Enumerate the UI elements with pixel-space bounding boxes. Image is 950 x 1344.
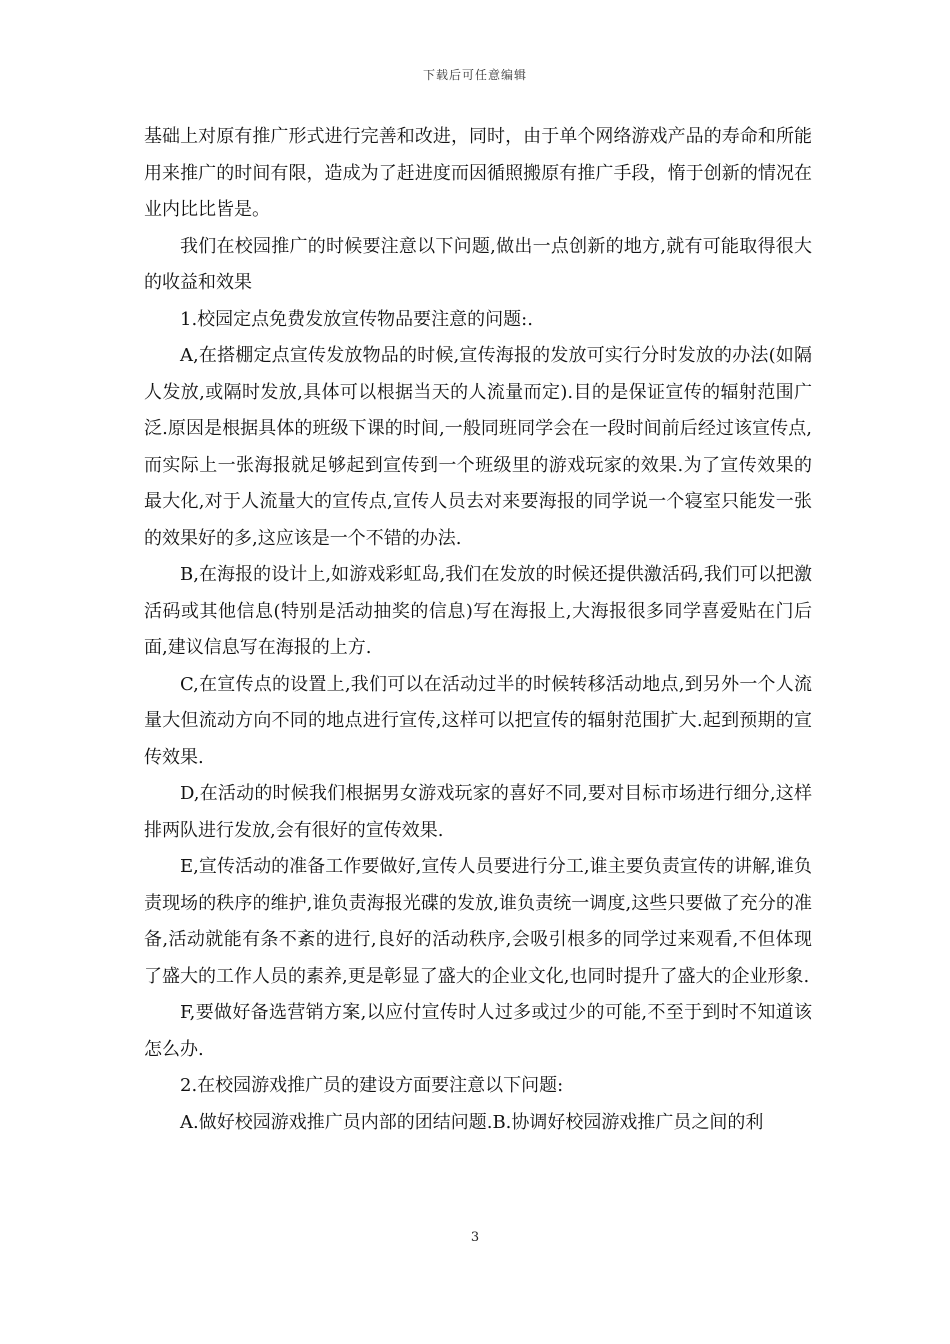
document-body bbox=[144, 119, 812, 1141]
paragraph-item-d: D,在活动的时候我们根据男女游戏玩家的喜好不同,要对目标市场进行细分,这样排两队进行发放,会有很好的宣传效果. bbox=[144, 783, 812, 841]
section-heading-2: 2.在校园游戏推广员的建设方面要注意以下问题: bbox=[180, 1075, 564, 1096]
section-heading-1: 1.校园定点免费发放宣传物品要注意的问题:. bbox=[180, 308, 533, 330]
paragraph-intro: 我们在校园推广的时候要注意以下问题,做出一点创新的地方,就有可能取得很大的收益和效果 bbox=[144, 235, 812, 293]
paragraph-item-c: C,在宣传点的设置上,我们可以在活动过半的时候转移活动地点,到另外一个人流量大但流动方向不同的地点进行宣传,这样可以把宣传的辐射范围扩大.起到预期的宣传效果. bbox=[144, 673, 812, 768]
page-number: 3 bbox=[470, 1230, 480, 1245]
paragraph-item-b: B,在海报的设计上,如游戏彩虹岛,我们在发放的时候还提供激活码,我们可以把激活码或其他信息(特别是活动抽奖的信息)写在海报上,大海报很多同学喜爱贴在门后面,建议信息写在海报的上方. bbox=[144, 564, 812, 658]
paragraph-continued: 基础上对原有推广形式进行完善和改进，同时，由于单个网络游戏产品的寿命和所能用来推广的时间有限，造成为了赶进度而因循照搬原有推广手段，惰于创新的情况在业内比比皆是。 bbox=[144, 126, 812, 220]
paragraph-item-2a: A.做好校园游戏推广员内部的团结问题.B.协调好校园游戏推广员之间的利 bbox=[180, 1111, 764, 1133]
paragraph-item-f: F,要做好备选营销方案,以应付宣传时人过多或过少的可能,不至于到时不知道该怎么办. bbox=[144, 1002, 812, 1060]
paragraph-item-e: E,宣传活动的准备工作要做好,宣传人员要进行分工,谁主要负责宣传的讲解,谁负责现场的秩序的维护,谁负责海报光碟的发放,谁负责统一调度,这些只要做了充分的准备,活动就能有条不紊的进行,良好的活动秩序,会吸引根多的同学过来观看,不但体现了盛大的工作人员的素养,更是彰显了盛大的企业文化,也同时提升了盛大的企业形象. bbox=[144, 856, 812, 987]
page-header: 下载后可任意编辑 bbox=[422, 68, 527, 82]
paragraph-item-a: A,在搭棚定点宣传发放物品的时候,宣传海报的发放可实行分时发放的办法(如隔人发放,或隔时发放,具体可以根据当天的人流量而定).目的是保证宣传的辐射范围广泛.原因是根据具体的班级下课的时间,一般同班同学会在一段时间前后经过该宣传点,而实际上一张海报就足够起到宣传到一个班级里的游戏玩家的效果.为了宣传效果的最大化,对于人流量大的宣传点,宣传人员去对来要海报的同学说一个寝室只能发一张的效果好的多,这应该是一个不错的办法. bbox=[144, 345, 812, 549]
